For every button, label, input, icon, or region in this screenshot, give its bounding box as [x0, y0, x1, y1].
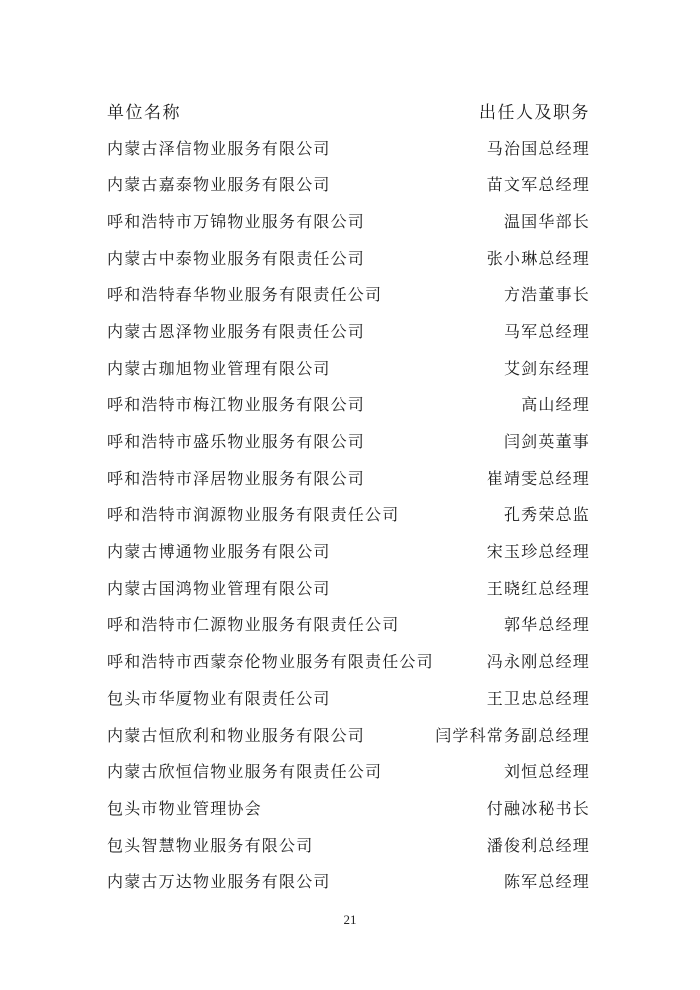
unit-name: 内蒙古国鸿物业管理有限公司	[107, 578, 331, 598]
table-row	[107, 642, 590, 679]
unit-name: 包头市物业管理协会	[107, 798, 262, 818]
person-title: 付融冰秘书长	[486, 798, 590, 818]
member-table	[107, 92, 590, 899]
unit-name: 包头市华厦物业有限责任公司	[107, 688, 331, 708]
unit-name: 内蒙古欣恒信物业服务有限责任公司	[107, 762, 383, 782]
person-title: 闫剑英董事	[503, 432, 590, 452]
unit-name: 呼和浩特市万锦物业服务有限公司	[107, 211, 366, 231]
unit-name: 内蒙古恩泽物业服务有限责任公司	[107, 321, 366, 341]
unit-name: 呼和浩特市仁源物业服务有限责任公司	[107, 615, 400, 635]
table-header	[107, 92, 590, 129]
person-title: 冯永刚总经理	[486, 652, 590, 672]
person-title: 宋玉珍总经理	[486, 542, 590, 562]
unit-name: 内蒙古泽信物业服务有限公司	[107, 138, 331, 158]
table-row	[107, 312, 590, 349]
table-row	[107, 606, 590, 643]
unit-name: 内蒙古恒欣利和物业服务有限公司	[107, 725, 366, 745]
unit-name: 内蒙古珈旭物业管理有限公司	[107, 358, 331, 378]
unit-name: 内蒙古嘉泰物业服务有限公司	[107, 175, 331, 195]
person-title: 艾剑东经理	[503, 358, 590, 378]
person-title: 王卫忠总经理	[486, 688, 590, 708]
table-row	[107, 532, 590, 569]
unit-name: 包头智慧物业服务有限公司	[107, 835, 314, 855]
table-row	[107, 422, 590, 459]
person-title: 孔秀荣总监	[503, 505, 590, 525]
table-row	[107, 826, 590, 863]
person-title: 马治国总经理	[486, 138, 590, 158]
unit-name: 内蒙古中泰物业服务有限责任公司	[107, 248, 366, 268]
person-title: 苗文军总经理	[486, 175, 590, 195]
table-row	[107, 789, 590, 826]
table-row	[107, 165, 590, 202]
person-title: 马军总经理	[503, 321, 590, 341]
unit-name: 呼和浩特市梅江物业服务有限公司	[107, 395, 366, 415]
table-row	[107, 129, 590, 166]
person-title: 刘恒总经理	[503, 762, 590, 782]
header-unit-name: 单位名称	[107, 102, 181, 123]
person-title: 温国华部长	[503, 211, 590, 231]
table-row	[107, 386, 590, 423]
person-title: 郭华总经理	[503, 615, 590, 635]
unit-name: 呼和浩特市泽居物业服务有限公司	[107, 468, 366, 488]
table-row	[107, 459, 590, 496]
table-row	[107, 275, 590, 312]
unit-name: 内蒙古博通物业服务有限公司	[107, 542, 331, 562]
table-row	[107, 239, 590, 276]
table-row	[107, 752, 590, 789]
person-title: 王晓红总经理	[486, 578, 590, 598]
table-row	[107, 569, 590, 606]
page-number: 21	[343, 912, 357, 927]
table-row	[107, 202, 590, 239]
person-title: 闫学科常务副总经理	[435, 725, 590, 745]
person-title: 高山经理	[521, 395, 590, 415]
table-row	[107, 496, 590, 533]
table-row	[107, 679, 590, 716]
unit-name: 呼和浩特市盛乐物业服务有限公司	[107, 432, 366, 452]
person-title: 方浩董事长	[503, 285, 590, 305]
unit-name: 内蒙古万达物业服务有限公司	[107, 872, 331, 892]
person-title: 潘俊利总经理	[486, 835, 590, 855]
unit-name: 呼和浩特市西蒙奈伦物业服务有限责任公司	[107, 652, 434, 672]
table-row	[107, 716, 590, 753]
unit-name: 呼和浩特市润源物业服务有限责任公司	[107, 505, 400, 525]
person-title: 张小琳总经理	[486, 248, 590, 268]
table-body	[107, 129, 590, 899]
table-row	[107, 862, 590, 899]
table-row	[107, 349, 590, 386]
person-title: 陈军总经理	[503, 872, 590, 892]
unit-name: 呼和浩特春华物业服务有限责任公司	[107, 285, 383, 305]
header-person-title: 出任人及职务	[479, 102, 590, 123]
person-title: 崔靖雯总经理	[486, 468, 590, 488]
